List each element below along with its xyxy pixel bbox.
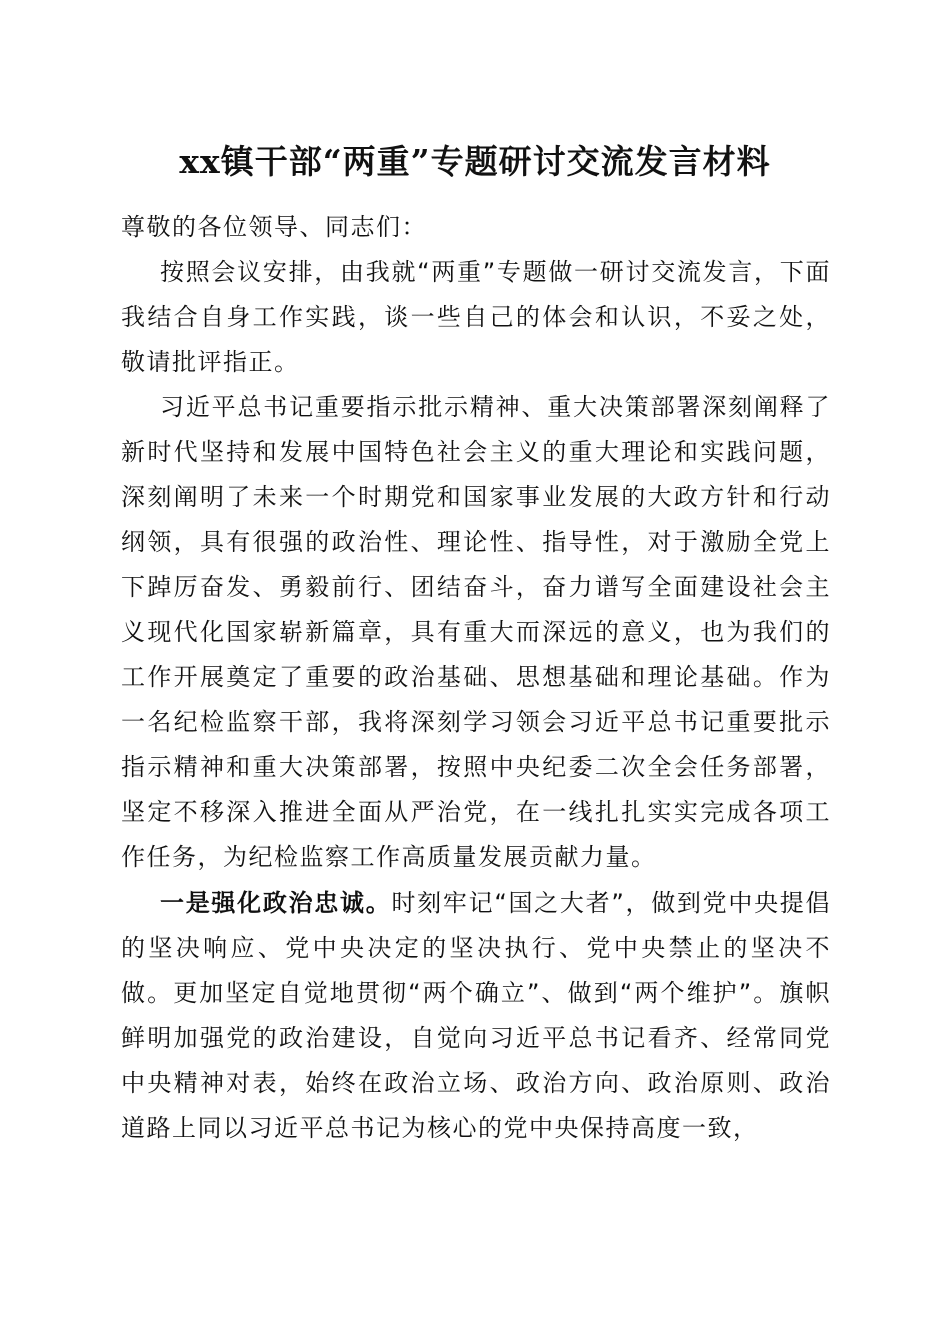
greeting: 尊敬的各位领导、同志们： [121,213,427,241]
paragraph-text: 习近平总书记重要指示批示精神、重大决策部署深刻阐释了新时代坚持和发展中国特色社会主义的重大理论和实践问题，深刻阐明了未来一个时期党和国家事业发展的大政方针和行动纲领，具有很强的政治性、理论性、指导性，对于激励全党上下踔厉奋发、勇毅前行、团结奋斗，奋力谱写全面建设社会主义现代化国家崭新篇章，具有重大而深远的意义，也为我们的工作开展奠定了重要的政治基础、思想基础和理论基础。作为一名纪检监察干部，我将深刻学习领会习近平总书记重要批示指示精神和重大决策部署，按照中央纪委二次全会任务部署，坚定不移深入推进全面从严治党，在一线扎扎实实完成各项工作任务，为纪检监察工作高质量发展贡献力量。 [121,393,831,871]
paragraph-point-one [121,880,831,1151]
paragraph-text: 时刻牢记“国之大者”，做到党中央提倡的坚决响应、党中央决定的坚决执行、党中央禁止的坚决不做。更加坚定自觉地贯彻“两个确立”、做到“两个维护”。旗帜鲜明加强党的政治建设，自觉向习近平总书记看齐、经常同党中央精神对表，始终在政治立场、政治方向、政治原则、政治道路上同以习近平总书记为核心的党中央保持高度一致， [121,889,831,1142]
document-body [121,205,831,1151]
document-title: xx镇干部“两重”专题研讨交流发言材料 [179,142,771,181]
paragraph-lead: 一是强化政治忠诚。 [160,888,392,917]
paragraph-background [121,385,831,880]
paragraph-text: 按照会议安排，由我就“两重”专题做一研讨交流发言，下面我结合自身工作实践，谈一些自己的体会和认识，不妥之处，敬请批评指正。 [121,258,831,376]
paragraph-intro [121,250,831,385]
